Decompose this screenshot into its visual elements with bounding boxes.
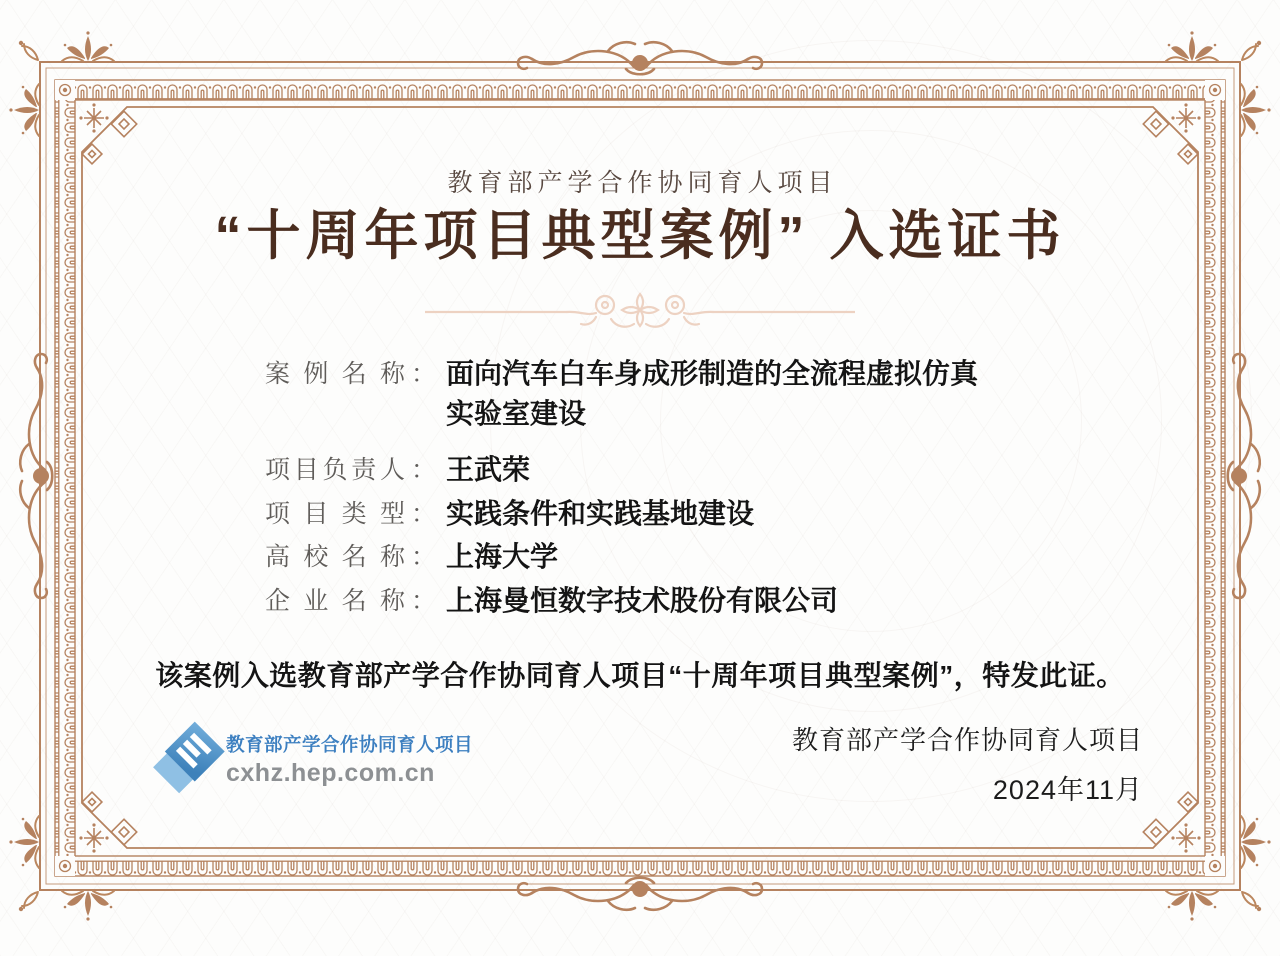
award-statement: 该案例入选教育部产学合作协同育人项目“十周年项目典型案例”，特发此证。 bbox=[155, 660, 1125, 691]
signoff-date: 2024年11月 bbox=[992, 775, 1143, 805]
field-colon: ： bbox=[411, 543, 437, 571]
logo-text-block bbox=[226, 729, 473, 788]
program-logo bbox=[146, 712, 473, 804]
corner-ornament-icon bbox=[79, 792, 136, 852]
field-label: 高 校 名 称 bbox=[265, 543, 405, 571]
program-header: 教育部产学合作协同育人项目 bbox=[447, 169, 838, 197]
certificate-fields bbox=[265, 354, 1025, 624]
logo-diamond-icon bbox=[146, 712, 238, 804]
field-row-university bbox=[265, 537, 1025, 577]
field-row-company bbox=[265, 581, 1025, 621]
field-row-case-name bbox=[265, 354, 1025, 434]
field-value: 王武荣 bbox=[446, 454, 531, 485]
field-label: 企 业 名 称 bbox=[265, 586, 405, 615]
logo-website: cxhz.hep.com.cn bbox=[226, 758, 435, 787]
corner-ornament-icon bbox=[79, 103, 136, 163]
corner-ornament-icon bbox=[1143, 792, 1200, 852]
field-label: 案 例 名 称 bbox=[265, 360, 405, 388]
field-value: 上海曼恒数字技术股份有限公司 bbox=[446, 584, 839, 616]
field-colon: ： bbox=[411, 499, 437, 528]
field-value: 面向汽车白车身成形制造的全流程虚拟仿真实验室建设 bbox=[446, 358, 979, 429]
certificate-title: “十周年项目典型案例” 入选证书 bbox=[214, 206, 1066, 266]
field-colon: ： bbox=[411, 456, 437, 484]
field-label: 项 目 负 责 人 bbox=[265, 456, 405, 484]
field-colon: ： bbox=[411, 586, 437, 615]
logo-org-name: 教育部产学合作协同育人项目 bbox=[226, 733, 474, 755]
signoff-issuer: 教育部产学合作协同育人项目 bbox=[791, 725, 1143, 755]
title-divider-icon bbox=[425, 286, 855, 334]
field-row-project-type bbox=[265, 494, 1025, 534]
field-value: 上海大学 bbox=[446, 541, 559, 572]
field-value: 实践条件和实践基地建设 bbox=[446, 497, 755, 529]
field-colon: ： bbox=[411, 360, 437, 388]
field-row-project-leader bbox=[265, 450, 1025, 490]
corner-ornament-icon bbox=[1143, 103, 1200, 163]
field-label: 项 目 类 型 bbox=[265, 499, 405, 528]
signoff-block bbox=[792, 724, 1143, 806]
